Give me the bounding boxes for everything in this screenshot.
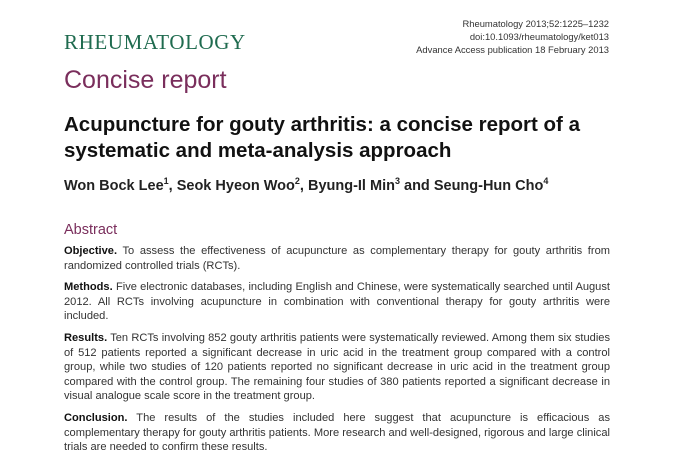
abstract-methods [64, 280, 610, 324]
section-text: Ten RCTs involving 852 gouty arthritis patients were systematically reviewed. Among them six studies of 512 patients reported a significant decrease in uric acid in the treatment group compared with a control group, while two studies of 120 patients reported no significant decrease in uric acid in the treatment group compared with the control group. The remaining four studies of 380 patients reported a significant decrease in visual analogue scale score in the treatment group. [64, 331, 610, 403]
author-separator: , [299, 177, 308, 194]
section-label: Conclusion. [64, 411, 128, 424]
section-text: The results of the studies included here suggest that acupuncture is efficacious as complementary therapy for gouty arthritis patients. More research and well-designed, rigorous and large clinical trials are needed to confirm these results. [64, 411, 610, 454]
section-text: Five electronic databases, including English and Chinese, were systematically searched until August 2012. All RCTs involving acupuncture in combination with conventional therapy for gouty arthritis were included. [64, 281, 610, 323]
abstract-body [64, 244, 610, 462]
author-name: Seok Hyeon Woo [176, 177, 295, 194]
author-affiliation: 1 [163, 176, 169, 186]
article-title: Acupuncture for gouty arthritis: a concise report of a systematic and meta-analysis approach [64, 113, 580, 162]
citation-block [416, 17, 609, 56]
author-affiliation: 2 [294, 176, 300, 186]
author-name: Won Bock Lee [64, 177, 164, 194]
author-name: Byung-Il Min [307, 177, 395, 194]
article-type: Concise report [64, 66, 227, 94]
journal-name: RHEUMATOLOGY [64, 30, 246, 54]
citation: Rheumatology 2013;52:1225–1232 [462, 18, 609, 29]
doi: doi:10.1093/rheumatology/ket013 [469, 31, 609, 42]
abstract-conclusion [64, 411, 610, 455]
section-label: Methods. [64, 281, 113, 294]
section-label: Objective. [64, 245, 118, 257]
advance-access: Advance Access publication 18 February 2013 [416, 44, 609, 55]
author-affiliation: 4 [543, 176, 549, 186]
author-name: Seung-Hun Cho [433, 177, 544, 194]
section-label: Results. [64, 331, 108, 344]
abstract-results [64, 331, 610, 404]
abstract-heading: Abstract [64, 222, 118, 238]
section-text: To assess the effectiveness of acupuncture as complementary therapy for gouty arthritis from randomized controlled trials (RCTs). [64, 245, 610, 272]
author-affiliation: 3 [394, 176, 400, 186]
abstract-objective [64, 244, 610, 273]
author-separator: , [168, 177, 177, 194]
author-separator: and [399, 177, 434, 194]
author-list [64, 176, 548, 194]
